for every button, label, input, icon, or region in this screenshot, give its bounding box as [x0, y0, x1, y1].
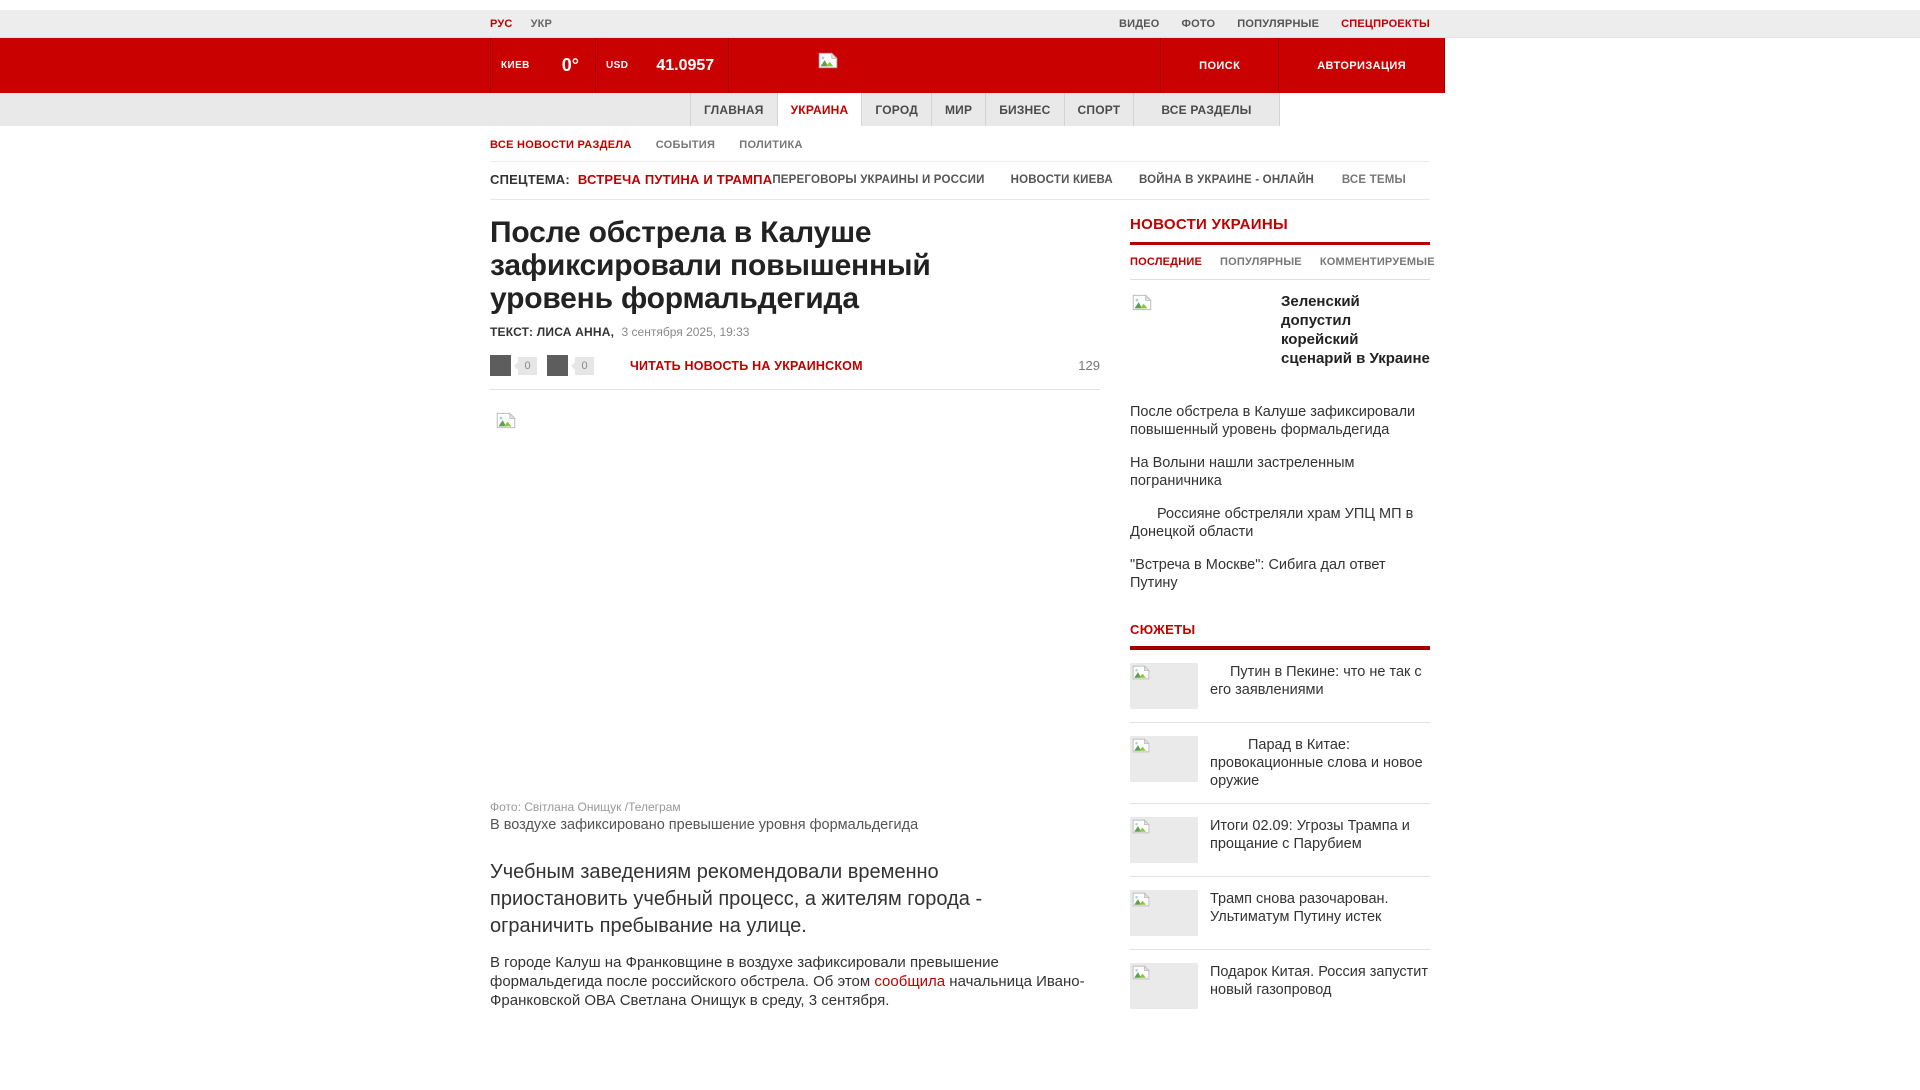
article-body: [490, 953, 1090, 1010]
sujet-headline[interactable]: Путин в Пекине: что не так с его заявлениями: [1210, 664, 1422, 698]
sidebar-tabs: [1130, 256, 1435, 280]
share-count-badge[interactable]: 0: [575, 357, 594, 375]
lang-ukr[interactable]: УКР: [530, 17, 553, 30]
share-count-badge[interactable]: 0: [518, 357, 537, 375]
special-topics-row: [490, 162, 1430, 200]
share-icon[interactable]: [490, 355, 511, 376]
share-row: [490, 355, 1100, 390]
article-image-placeholder: [490, 390, 1100, 800]
tab-glavnaya[interactable]: ГЛАВНАЯ: [690, 93, 777, 126]
topic-link[interactable]: ПЕРЕГОВОРЫ УКРАИНЫ И РОССИИ: [772, 173, 985, 186]
sidebar-news-title: НОВОСТИ УКРАИНЫ: [1130, 216, 1430, 245]
broken-image-icon: [496, 412, 516, 429]
broken-image-icon: [1132, 665, 1150, 680]
read-in-ukrainian-link[interactable]: ЧИТАТЬ НОВОСТЬ НА УКРАИНСКОМ: [630, 358, 863, 373]
photo-caption: В воздухе зафиксировано превышение уровня формальдегида: [490, 817, 919, 833]
byline: [490, 325, 1100, 339]
section-subnav: [490, 126, 1430, 162]
main-nav: [0, 93, 1280, 126]
sujet-item[interactable]: [1130, 950, 1430, 1022]
tab-latest[interactable]: ПОСЛЕДНИЕ: [1130, 256, 1203, 268]
broken-image-icon: [1132, 892, 1150, 907]
broken-image-icon: [1132, 965, 1150, 980]
broken-image-icon: [1132, 819, 1150, 834]
login-button[interactable]: АВТОРИЗАЦИЯ: [1317, 59, 1406, 72]
photo-credit: Фото: Світлана Онищук /Телеграм: [490, 800, 681, 814]
topbar-links: [1119, 18, 1430, 30]
tab-biznes[interactable]: БИЗНЕС: [985, 93, 1063, 126]
broken-image-icon: [1132, 738, 1150, 753]
news-thumbnail[interactable]: [1130, 736, 1198, 782]
spectema-featured-link[interactable]: ВСТРЕЧА ПУТИНА И ТРАМПА: [577, 172, 773, 187]
currency-rate: 41.0957: [656, 56, 715, 74]
news-list-item[interactable]: Россияне обстреляли храм УПЦ МП в Донецкой области: [1130, 506, 1414, 540]
sujet-headline[interactable]: Итоги 02.09: Угрозы Трампа и прощание с Парубием: [1210, 818, 1410, 852]
news-thumbnail[interactable]: [1130, 963, 1198, 1009]
broken-image-icon: [1132, 294, 1152, 311]
broken-image-icon: [818, 52, 838, 69]
topbar-link-popular[interactable]: ПОПУЛЯРНЫЕ: [1237, 17, 1320, 30]
sujety-list: [1130, 650, 1430, 1022]
divider: [728, 38, 729, 93]
sujet-item[interactable]: [1130, 650, 1430, 723]
article-lead: Учебным заведениям рекомендовали временно приостановить учебный процесс, а жителям города - ограничить пребывание на улице.: [490, 861, 983, 937]
tab-gorod[interactable]: ГОРОД: [861, 93, 931, 126]
tab-all-sections[interactable]: ВСЕ РАЗДЕЛЫ: [1133, 93, 1279, 126]
divider: [595, 38, 596, 93]
weather-temperature: 0°: [561, 55, 580, 75]
sujet-headline[interactable]: Подарок Китая. Россия запустит новый газопровод: [1210, 964, 1429, 998]
topic-link[interactable]: НОВОСТИ КИЕВА: [1010, 173, 1113, 186]
subnav-events[interactable]: СОБЫТИЯ: [655, 139, 716, 151]
author[interactable]: ТЕКСТ: ЛИСА АННА,: [490, 325, 615, 339]
featured-headline[interactable]: Зеленский допустил корейский сценарий в Украине: [1281, 293, 1430, 367]
sujet-headline[interactable]: Парад в Китае: провокационные слова и новое оружие: [1210, 737, 1423, 789]
publish-date: 3 сентября 2025, 19:33: [621, 325, 750, 339]
site-logo[interactable]: [818, 52, 838, 74]
news-list-item[interactable]: "Встреча в Москве": Сибига дал ответ Путину: [1130, 557, 1386, 591]
sujet-item[interactable]: [1130, 804, 1430, 877]
news-thumbnail[interactable]: [1130, 817, 1198, 863]
weather-city: КИЕВ: [501, 60, 530, 71]
news-list: [1130, 403, 1430, 592]
nav-spacer: [0, 93, 690, 126]
news-thumbnail[interactable]: [1130, 890, 1198, 936]
topic-link[interactable]: ВОЙНА В УКРАИНЕ - ОНЛАЙН: [1138, 173, 1315, 186]
tab-sport[interactable]: СПОРТ: [1064, 93, 1134, 126]
sidebar: [1130, 216, 1435, 1022]
search-button[interactable]: ПОИСК: [1199, 59, 1241, 72]
sujet-headline[interactable]: Трамп снова разочарован. Ультиматум Путину истек: [1210, 891, 1389, 925]
body-text: начальница Ивано-Франковской ОВА Светлана Онищук в среду, 3 сентября.: [490, 973, 1085, 1009]
divider: [490, 38, 491, 93]
topbar-link-video[interactable]: ВИДЕО: [1118, 17, 1160, 30]
news-list-item[interactable]: После обстрела в Калуше зафиксировали повышенный уровень формальдегида: [1130, 404, 1416, 438]
tab-ukraina[interactable]: УКРАИНА: [777, 93, 862, 126]
article-title: После обстрела в Калуше зафиксировали повышенный уровень формальдегида: [490, 216, 931, 315]
featured-news-item[interactable]: [1130, 292, 1430, 387]
sidebar-sujety-title: СЮЖЕТЫ: [1130, 622, 1430, 650]
source-link[interactable]: сообщила: [874, 973, 946, 990]
body-text: В городе Калуш на Франковщине в воздухе зафиксировали превышение формальдегида после российского обстрела. Об этом: [490, 954, 999, 990]
topbar-link-specprojects[interactable]: СПЕЦПРОЕКТЫ: [1341, 17, 1430, 30]
spectema-label: СПЕЦТЕМА:: [490, 172, 570, 187]
article: [490, 216, 1100, 1022]
all-topics-link[interactable]: ВСЕ ТЕМЫ: [1341, 173, 1406, 186]
divider: [1444, 38, 1445, 93]
news-thumbnail[interactable]: [1130, 292, 1271, 387]
tab-popular[interactable]: ПОПУЛЯРНЫЕ: [1220, 256, 1302, 268]
top-bar: [0, 10, 1920, 38]
topbar-link-photo[interactable]: ФОТО: [1181, 17, 1216, 30]
tab-commented[interactable]: КОММЕНТИРУЕМЫЕ: [1319, 256, 1435, 268]
sujet-item[interactable]: [1130, 723, 1430, 804]
subnav-politics[interactable]: ПОЛИТИКА: [739, 139, 803, 151]
currency-code: USD: [606, 60, 629, 71]
news-thumbnail[interactable]: [1130, 663, 1198, 709]
header-band: [0, 38, 1445, 93]
views-count: 129: [1078, 358, 1100, 373]
lang-rus[interactable]: РУС: [490, 17, 513, 30]
subnav-all-news[interactable]: ВСЕ НОВОСТИ РАЗДЕЛА: [490, 139, 632, 151]
news-list-item[interactable]: На Волыни нашли застреленным пограничника: [1130, 455, 1355, 489]
tab-mir[interactable]: МИР: [931, 93, 985, 126]
share-icon[interactable]: [547, 355, 568, 376]
sujet-item[interactable]: [1130, 877, 1430, 950]
